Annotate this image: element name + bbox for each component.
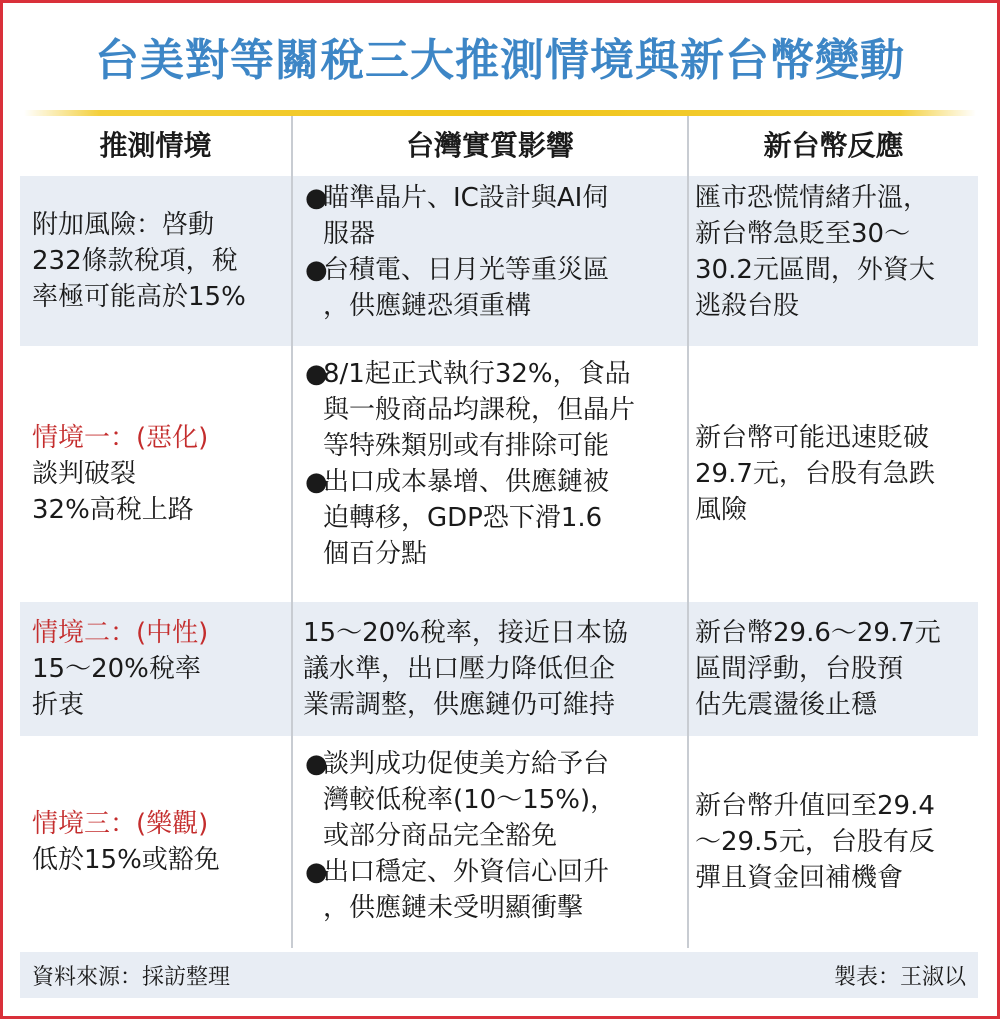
scenario-label: 情境一：(惡化) [32, 423, 209, 453]
impact-cell [291, 346, 687, 602]
table-row [20, 346, 978, 602]
scenario-line: 談判破裂 [32, 459, 137, 489]
scenario-line: 附加風險：啓動 [32, 210, 215, 240]
impact-bullet [305, 746, 687, 854]
scenario-label: 情境二：(中性) [32, 618, 209, 648]
impact-bullet [305, 356, 687, 464]
source-note: 資料來源：採訪整理 [32, 964, 231, 990]
bullet-dot-icon: ● [305, 857, 328, 887]
impact-line: 等特殊類別或有排除可能 [323, 431, 610, 461]
impact-bullet [305, 180, 687, 252]
impact-line: 出口穩定、外資信心回升 [323, 857, 610, 887]
impact-line: 台積電、日月光等重災區 [323, 255, 610, 285]
twd-line: 彈且資金回補機會 [695, 863, 904, 893]
bullet-dot-icon: ● [305, 183, 328, 213]
impact-cell [291, 176, 687, 346]
impact-line: 瞄準晶片、IC設計與AI伺 [323, 183, 609, 213]
twd-line: 區間浮動，台股預 [695, 654, 904, 684]
impact-line: 15～20%稅率，接近日本協 [303, 618, 628, 648]
impact-line: 或部分商品完全豁免 [323, 821, 558, 851]
scenario-cell [20, 346, 291, 602]
twd-line: 新台幣可能迅速貶破 [695, 423, 930, 453]
twd-line: 新台幣29.6～29.7元 [695, 618, 941, 648]
impact-line: 出口成本暴增、供應鏈被 [323, 467, 610, 497]
impact-line: ，供應鏈未受明顯衝擊 [323, 893, 584, 923]
twd-line: 新台幣升值回至29.4 [695, 791, 935, 821]
header-twd: 新台幣反應 [687, 116, 978, 176]
bullet-dot-icon: ● [305, 749, 328, 779]
twd-cell [687, 736, 978, 948]
impact-cell [291, 602, 687, 736]
table-header-row [20, 116, 978, 176]
twd-line: ～29.5元，台股有反 [695, 827, 935, 857]
header-scenario: 推測情境 [99, 129, 212, 162]
impact-line: 服器 [323, 219, 376, 249]
twd-line: 29.7元，台股有急跌 [695, 459, 935, 489]
impact-line: 議水準，出口壓力降低但企 [303, 654, 616, 684]
scenario-line: 15～20%稅率 [32, 654, 201, 684]
bullet-dot-icon: ● [305, 255, 328, 285]
impact-line: 個百分點 [323, 539, 428, 569]
twd-line: 30.2元區間，外資大 [695, 255, 935, 285]
impact-cell [291, 736, 687, 948]
header-impact: 台灣實質影響 [291, 116, 687, 176]
table-row [20, 176, 978, 346]
impact-bullet [305, 464, 687, 572]
scenario-line: 32%高稅上路 [32, 495, 194, 525]
table-row [20, 602, 978, 736]
table-footer [20, 952, 978, 998]
impact-line: 業需調整，供應鏈仍可維持 [303, 690, 616, 720]
bullet-dot-icon: ● [305, 359, 328, 389]
twd-line: 風險 [695, 495, 748, 525]
twd-line: 估先震盪後止穩 [695, 690, 878, 720]
credit-note: 製表：王淑以 [833, 964, 966, 990]
impact-line: 談判成功促使美方給予台 [323, 749, 610, 779]
impact-line: 灣較低稅率(10～15%)， [323, 785, 617, 815]
impact-line: 8/1起正式執行32%，食品 [323, 359, 631, 389]
twd-cell [687, 346, 978, 602]
scenario-label: 情境三：(樂觀) [32, 809, 209, 839]
scenario-line: 折衷 [32, 690, 85, 720]
impact-line: ，供應鏈恐須重構 [323, 291, 532, 321]
twd-line: 逃殺台股 [695, 291, 800, 321]
twd-cell [687, 176, 978, 346]
twd-line: 匯市恐慌情緒升溫， [695, 183, 930, 213]
scenario-line: 低於15%或豁免 [32, 845, 220, 875]
scenario-cell [20, 602, 291, 736]
bullet-dot-icon: ● [305, 467, 328, 497]
impact-line: 迫轉移，GDP恐下滑1.6 [323, 503, 603, 533]
impact-bullet [305, 854, 687, 926]
twd-cell [687, 602, 978, 736]
scenario-cell [20, 736, 291, 948]
scenario-line: 率極可能高於15% [32, 282, 246, 312]
page-title: 台美對等關稅三大推測情境與新台幣變動 [95, 35, 905, 86]
scenario-cell [20, 176, 291, 346]
impact-bullet [305, 252, 687, 324]
table-row [20, 736, 978, 948]
twd-line: 新台幣急貶至30～ [695, 219, 911, 249]
scenario-line: 232條款稅項，稅 [32, 246, 238, 276]
impact-line: 與一般商品均課稅，但晶片 [323, 395, 636, 425]
